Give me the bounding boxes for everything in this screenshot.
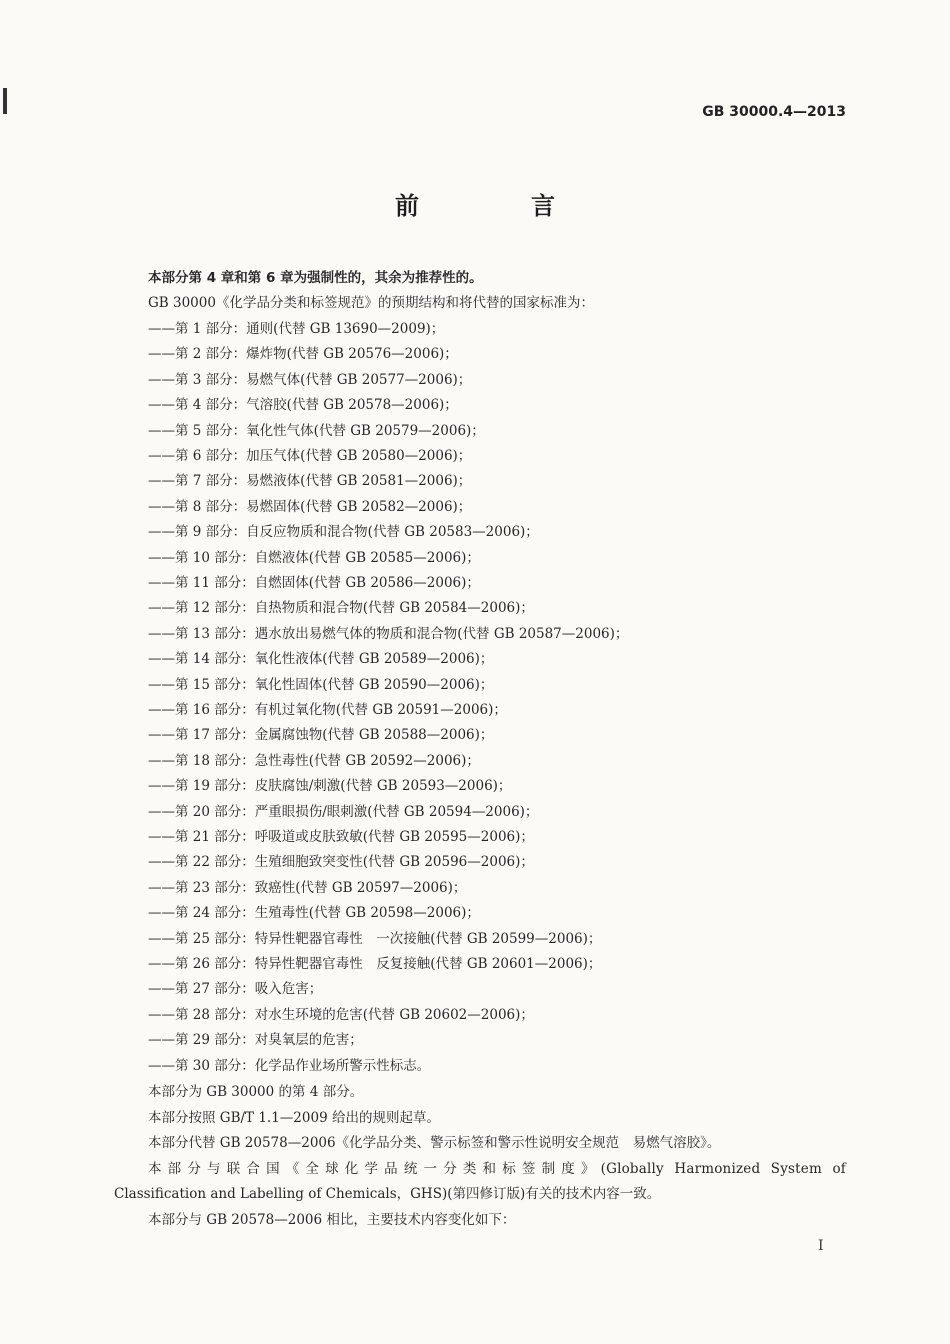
part-list-item: ——第 15 部分：氧化性固体(代替 GB 20590—2006)； — [148, 677, 494, 693]
standard-number: GB 30000.4—2013 — [702, 104, 846, 120]
paragraph-ghs-line2: Classification and Labelling of Chemicals，GHS)(第四修订版)有关的技术内容一致。 — [114, 1186, 661, 1202]
paragraph: 本部分与 GB 20578—2006 相比，主要技术内容变化如下： — [148, 1212, 516, 1228]
part-list-item: ——第 4 部分：气溶胶(代替 GB 20578—2006)； — [148, 397, 458, 413]
structure-intro: GB 30000《化学品分类和标签规范》的预期结构和将代替的国家标准为： — [148, 295, 594, 311]
part-list-item: ——第 12 部分：自热物质和混合物(代替 GB 20584—2006)； — [148, 600, 534, 616]
part-list-item: ——第 6 部分：加压气体(代替 GB 20580—2006)； — [148, 448, 472, 464]
paragraph-ghs-line1: 本部分与联合国《全球化学品统一分类和标签制度》(Globally Harmonized System of — [148, 1161, 846, 1177]
page-number: I — [818, 1238, 824, 1254]
mandatory-clause-statement: 本部分第 4 章和第 6 章为强制性的，其余为推荐性的。 — [148, 270, 483, 286]
part-list-item: ——第 13 部分：遇水放出易燃气体的物质和混合物(代替 GB 20587—2006)； — [148, 626, 629, 642]
part-list-item: ——第 5 部分：氧化性气体(代替 GB 20579—2006)； — [148, 423, 485, 439]
part-list-item: ——第 14 部分：氧化性液体(代替 GB 20589—2006)； — [148, 651, 494, 667]
part-list-item: ——第 9 部分：自反应物质和混合物(代替 GB 20583—2006)； — [148, 524, 539, 540]
part-list-item: ——第 18 部分：急性毒性(代替 GB 20592—2006)； — [148, 753, 480, 769]
part-list-item: ——第 22 部分：生殖细胞致突变性(代替 GB 20596—2006)； — [148, 854, 534, 870]
part-list-item: ——第 8 部分：易燃固体(代替 GB 20582—2006)； — [148, 499, 472, 515]
part-list-item: ——第 26 部分：特异性靶器官毒性 反复接触(代替 GB 20601—2006)； — [148, 956, 602, 972]
part-list-item: ——第 2 部分：爆炸物(代替 GB 20576—2006)； — [148, 346, 458, 362]
part-list-item: ——第 1 部分：通则(代替 GB 13690—2009)； — [148, 321, 445, 337]
part-list-item: ——第 28 部分：对水生环境的危害(代替 GB 20602—2006)； — [148, 1007, 534, 1023]
scan-edge-mark — [3, 88, 7, 114]
paragraph: 本部分按照 GB/T 1.1—2009 给出的规则起草。 — [148, 1110, 440, 1126]
part-list-item: ——第 24 部分：生殖毒性(代替 GB 20598—2006)； — [148, 905, 480, 921]
part-list-item: ——第 20 部分：严重眼损伤/眼刺激(代替 GB 20594—2006)； — [148, 804, 539, 820]
part-list-item: ——第 29 部分：对臭氧层的危害； — [148, 1032, 363, 1048]
part-list-item: ——第 10 部分：自燃液体(代替 GB 20585—2006)； — [148, 550, 480, 566]
paragraph: 本部分为 GB 30000 的第 4 部分。 — [148, 1084, 364, 1100]
part-list-item: ——第 7 部分：易燃液体(代替 GB 20581—2006)； — [148, 473, 472, 489]
part-list-item: ——第 30 部分：化学品作业场所警示性标志。 — [148, 1058, 431, 1074]
paragraph: 本部分代替 GB 20578—2006《化学品分类、警示标签和警示性说明安全规范 易燃气溶胶》。 — [148, 1135, 721, 1151]
part-list-item: ——第 25 部分：特异性靶器官毒性 一次接触(代替 GB 20599—2006)； — [148, 931, 602, 947]
page-title: 前 言 — [395, 192, 599, 220]
part-list-item: ——第 21 部分：呼吸道或皮肤致敏(代替 GB 20595—2006)； — [148, 829, 534, 845]
part-list-item: ——第 27 部分：吸入危害； — [148, 981, 323, 997]
part-list-item: ——第 23 部分：致癌性(代替 GB 20597—2006)； — [148, 880, 467, 896]
part-list-item: ——第 19 部分：皮肤腐蚀/刺激(代替 GB 20593—2006)； — [148, 778, 512, 794]
part-list-item: ——第 3 部分：易燃气体(代替 GB 20577—2006)； — [148, 372, 472, 388]
part-list-item: ——第 17 部分：金属腐蚀物(代替 GB 20588—2006)； — [148, 727, 494, 743]
part-list-item: ——第 16 部分：有机过氧化物(代替 GB 20591—2006)； — [148, 702, 507, 718]
part-list-item: ——第 11 部分：自燃固体(代替 GB 20586—2006)； — [148, 575, 480, 591]
